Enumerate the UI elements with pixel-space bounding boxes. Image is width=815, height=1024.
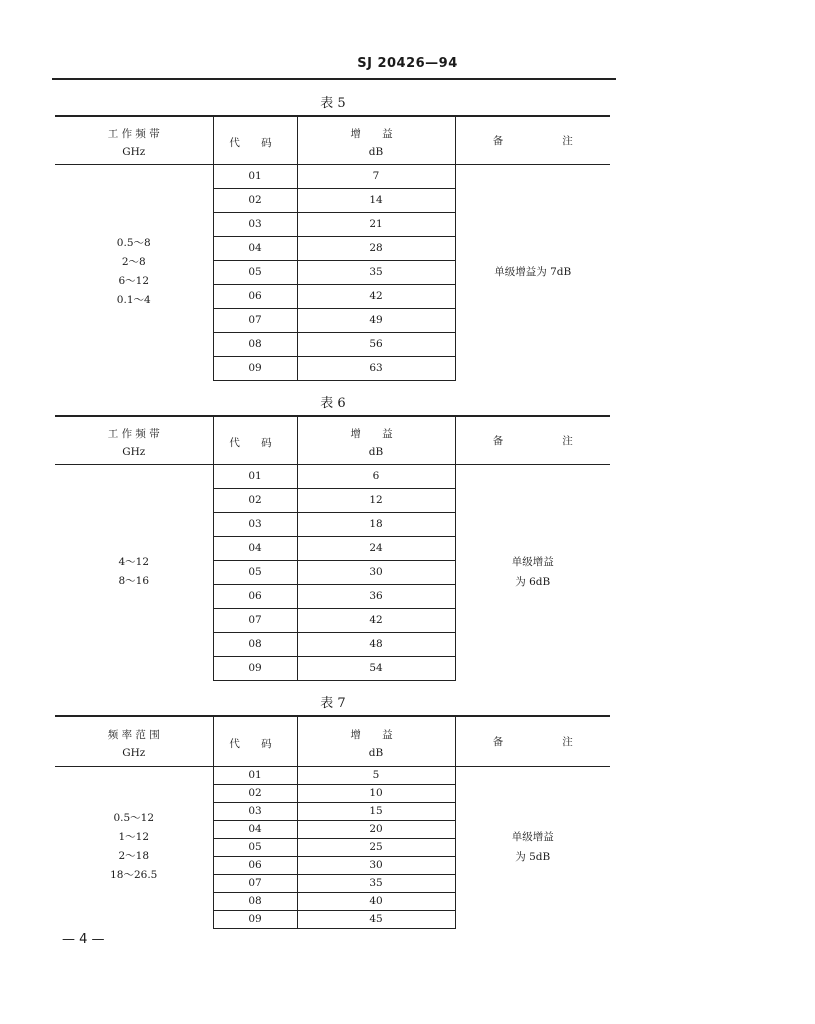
- note-text: [456, 262, 611, 282]
- gain-cell: 25: [297, 838, 455, 856]
- gain-cell: 56: [297, 332, 455, 356]
- gain-header-unit: dB: [368, 146, 384, 159]
- gain-cell: 5: [297, 766, 455, 784]
- table-row: [55, 766, 610, 784]
- gain-header-unit: dB: [368, 446, 384, 459]
- note-header-label: 备 注: [492, 434, 573, 447]
- band-header: [55, 116, 213, 164]
- gain-cell: 14: [297, 188, 455, 212]
- code-cell: 09: [213, 656, 297, 680]
- gain-cell: 48: [297, 632, 455, 656]
- code-cell: 07: [213, 608, 297, 632]
- gain-cell: 10: [297, 784, 455, 802]
- code-header-label: 代 码: [229, 738, 281, 751]
- page-number: — 4 —: [62, 932, 105, 947]
- band-header-unit: GHz: [122, 747, 146, 760]
- code-header: [213, 716, 297, 766]
- gain-header: [297, 416, 455, 464]
- gain-cell: 18: [297, 512, 455, 536]
- code-header: [213, 416, 297, 464]
- code-cell: 06: [213, 284, 297, 308]
- band-value: 1～12: [118, 831, 150, 844]
- note-header: [455, 716, 610, 766]
- document-code: SJ 20426—94: [357, 56, 458, 71]
- code-header-label: 代 码: [229, 437, 281, 450]
- band-value: 0.1～4: [116, 294, 151, 307]
- gain-cell: 24: [297, 536, 455, 560]
- band-value: 18～26.5: [110, 869, 158, 882]
- band-cell: [55, 464, 213, 680]
- note-cell: [455, 164, 610, 380]
- gain-table: [55, 415, 610, 681]
- gain-cell: 35: [297, 260, 455, 284]
- band-value: 6～12: [118, 275, 150, 288]
- note-header: [455, 116, 610, 164]
- gain-cell: 40: [297, 892, 455, 910]
- gain-header-label: 增 益: [350, 428, 402, 441]
- code-cell: 09: [213, 910, 297, 928]
- gain-table: [55, 115, 610, 381]
- band-header-label: 频 率 范 围: [107, 729, 160, 742]
- header-rule: [52, 78, 616, 80]
- code-header: [213, 116, 297, 164]
- code-cell: 05: [213, 838, 297, 856]
- code-cell: 02: [213, 188, 297, 212]
- code-cell: 05: [213, 560, 297, 584]
- gain-cell: 42: [297, 284, 455, 308]
- note-cell: [455, 464, 610, 680]
- note-line: 单级增益: [511, 831, 554, 844]
- band-header-unit: GHz: [122, 446, 146, 459]
- note-cell: [455, 766, 610, 928]
- gain-cell: 45: [297, 910, 455, 928]
- band-header-label: 工 作 频 带: [107, 428, 160, 441]
- code-cell: 01: [213, 464, 297, 488]
- note-header-label: 备 注: [492, 735, 573, 748]
- band-header: [55, 716, 213, 766]
- code-cell: 05: [213, 260, 297, 284]
- gain-cell: 63: [297, 356, 455, 380]
- gain-header-label: 增 益: [350, 729, 402, 742]
- code-cell: 04: [213, 820, 297, 838]
- table-row: [55, 464, 610, 488]
- code-cell: 08: [213, 332, 297, 356]
- code-cell: 08: [213, 632, 297, 656]
- gain-cell: 36: [297, 584, 455, 608]
- band-list: [55, 809, 213, 885]
- band-value: 2～18: [118, 850, 150, 863]
- gain-cell: 30: [297, 560, 455, 584]
- note-line: 为 5dB: [515, 851, 551, 864]
- code-cell: 07: [213, 874, 297, 892]
- code-cell: 03: [213, 212, 297, 236]
- band-header-unit: GHz: [122, 146, 146, 159]
- code-cell: 02: [213, 784, 297, 802]
- band-cell: [55, 164, 213, 380]
- gain-cell: 35: [297, 874, 455, 892]
- gain-cell: 7: [297, 164, 455, 188]
- band-value: 0.5～8: [116, 237, 151, 250]
- band-value: 8～16: [118, 575, 150, 588]
- band-list: [55, 553, 213, 591]
- gain-header: [297, 116, 455, 164]
- gain-cell: 12: [297, 488, 455, 512]
- code-cell: 06: [213, 584, 297, 608]
- gain-header: [297, 716, 455, 766]
- table-header-row: [55, 716, 610, 766]
- band-list: [55, 234, 213, 310]
- gain-cell: 21: [297, 212, 455, 236]
- band-value: 4～12: [118, 556, 150, 569]
- code-cell: 07: [213, 308, 297, 332]
- table-caption: 表 5: [320, 96, 346, 111]
- table-header-row: [55, 416, 610, 464]
- note-line: 为 6dB: [515, 576, 551, 589]
- code-cell: 01: [213, 164, 297, 188]
- gain-header-unit: dB: [368, 747, 384, 760]
- note-text: [456, 827, 611, 867]
- table-header-row: [55, 116, 610, 164]
- gain-cell: 30: [297, 856, 455, 874]
- table-row: [55, 164, 610, 188]
- code-cell: 02: [213, 488, 297, 512]
- band-header: [55, 416, 213, 464]
- gain-header-label: 增 益: [350, 128, 402, 141]
- note-text: [456, 552, 611, 592]
- code-cell: 06: [213, 856, 297, 874]
- gain-cell: 42: [297, 608, 455, 632]
- gain-cell: 20: [297, 820, 455, 838]
- table-caption: 表 7: [320, 696, 346, 711]
- table-caption: 表 6: [320, 396, 346, 411]
- band-header-label: 工 作 频 带: [107, 128, 160, 141]
- note-line: 单级增益: [511, 556, 554, 569]
- gain-cell: 28: [297, 236, 455, 260]
- note-header-label: 备 注: [492, 134, 573, 147]
- gain-table: [55, 715, 610, 929]
- code-header-label: 代 码: [229, 137, 281, 150]
- gain-cell: 15: [297, 802, 455, 820]
- band-value: 2～8: [121, 256, 146, 269]
- gain-cell: 54: [297, 656, 455, 680]
- gain-cell: 6: [297, 464, 455, 488]
- code-cell: 09: [213, 356, 297, 380]
- code-cell: 04: [213, 536, 297, 560]
- band-cell: [55, 766, 213, 928]
- note-line: 单级增益为 7dB: [494, 266, 572, 279]
- code-cell: 01: [213, 766, 297, 784]
- band-value: 0.5～12: [113, 812, 155, 825]
- code-cell: 08: [213, 892, 297, 910]
- gain-cell: 49: [297, 308, 455, 332]
- code-cell: 04: [213, 236, 297, 260]
- note-header: [455, 416, 610, 464]
- code-cell: 03: [213, 802, 297, 820]
- code-cell: 03: [213, 512, 297, 536]
